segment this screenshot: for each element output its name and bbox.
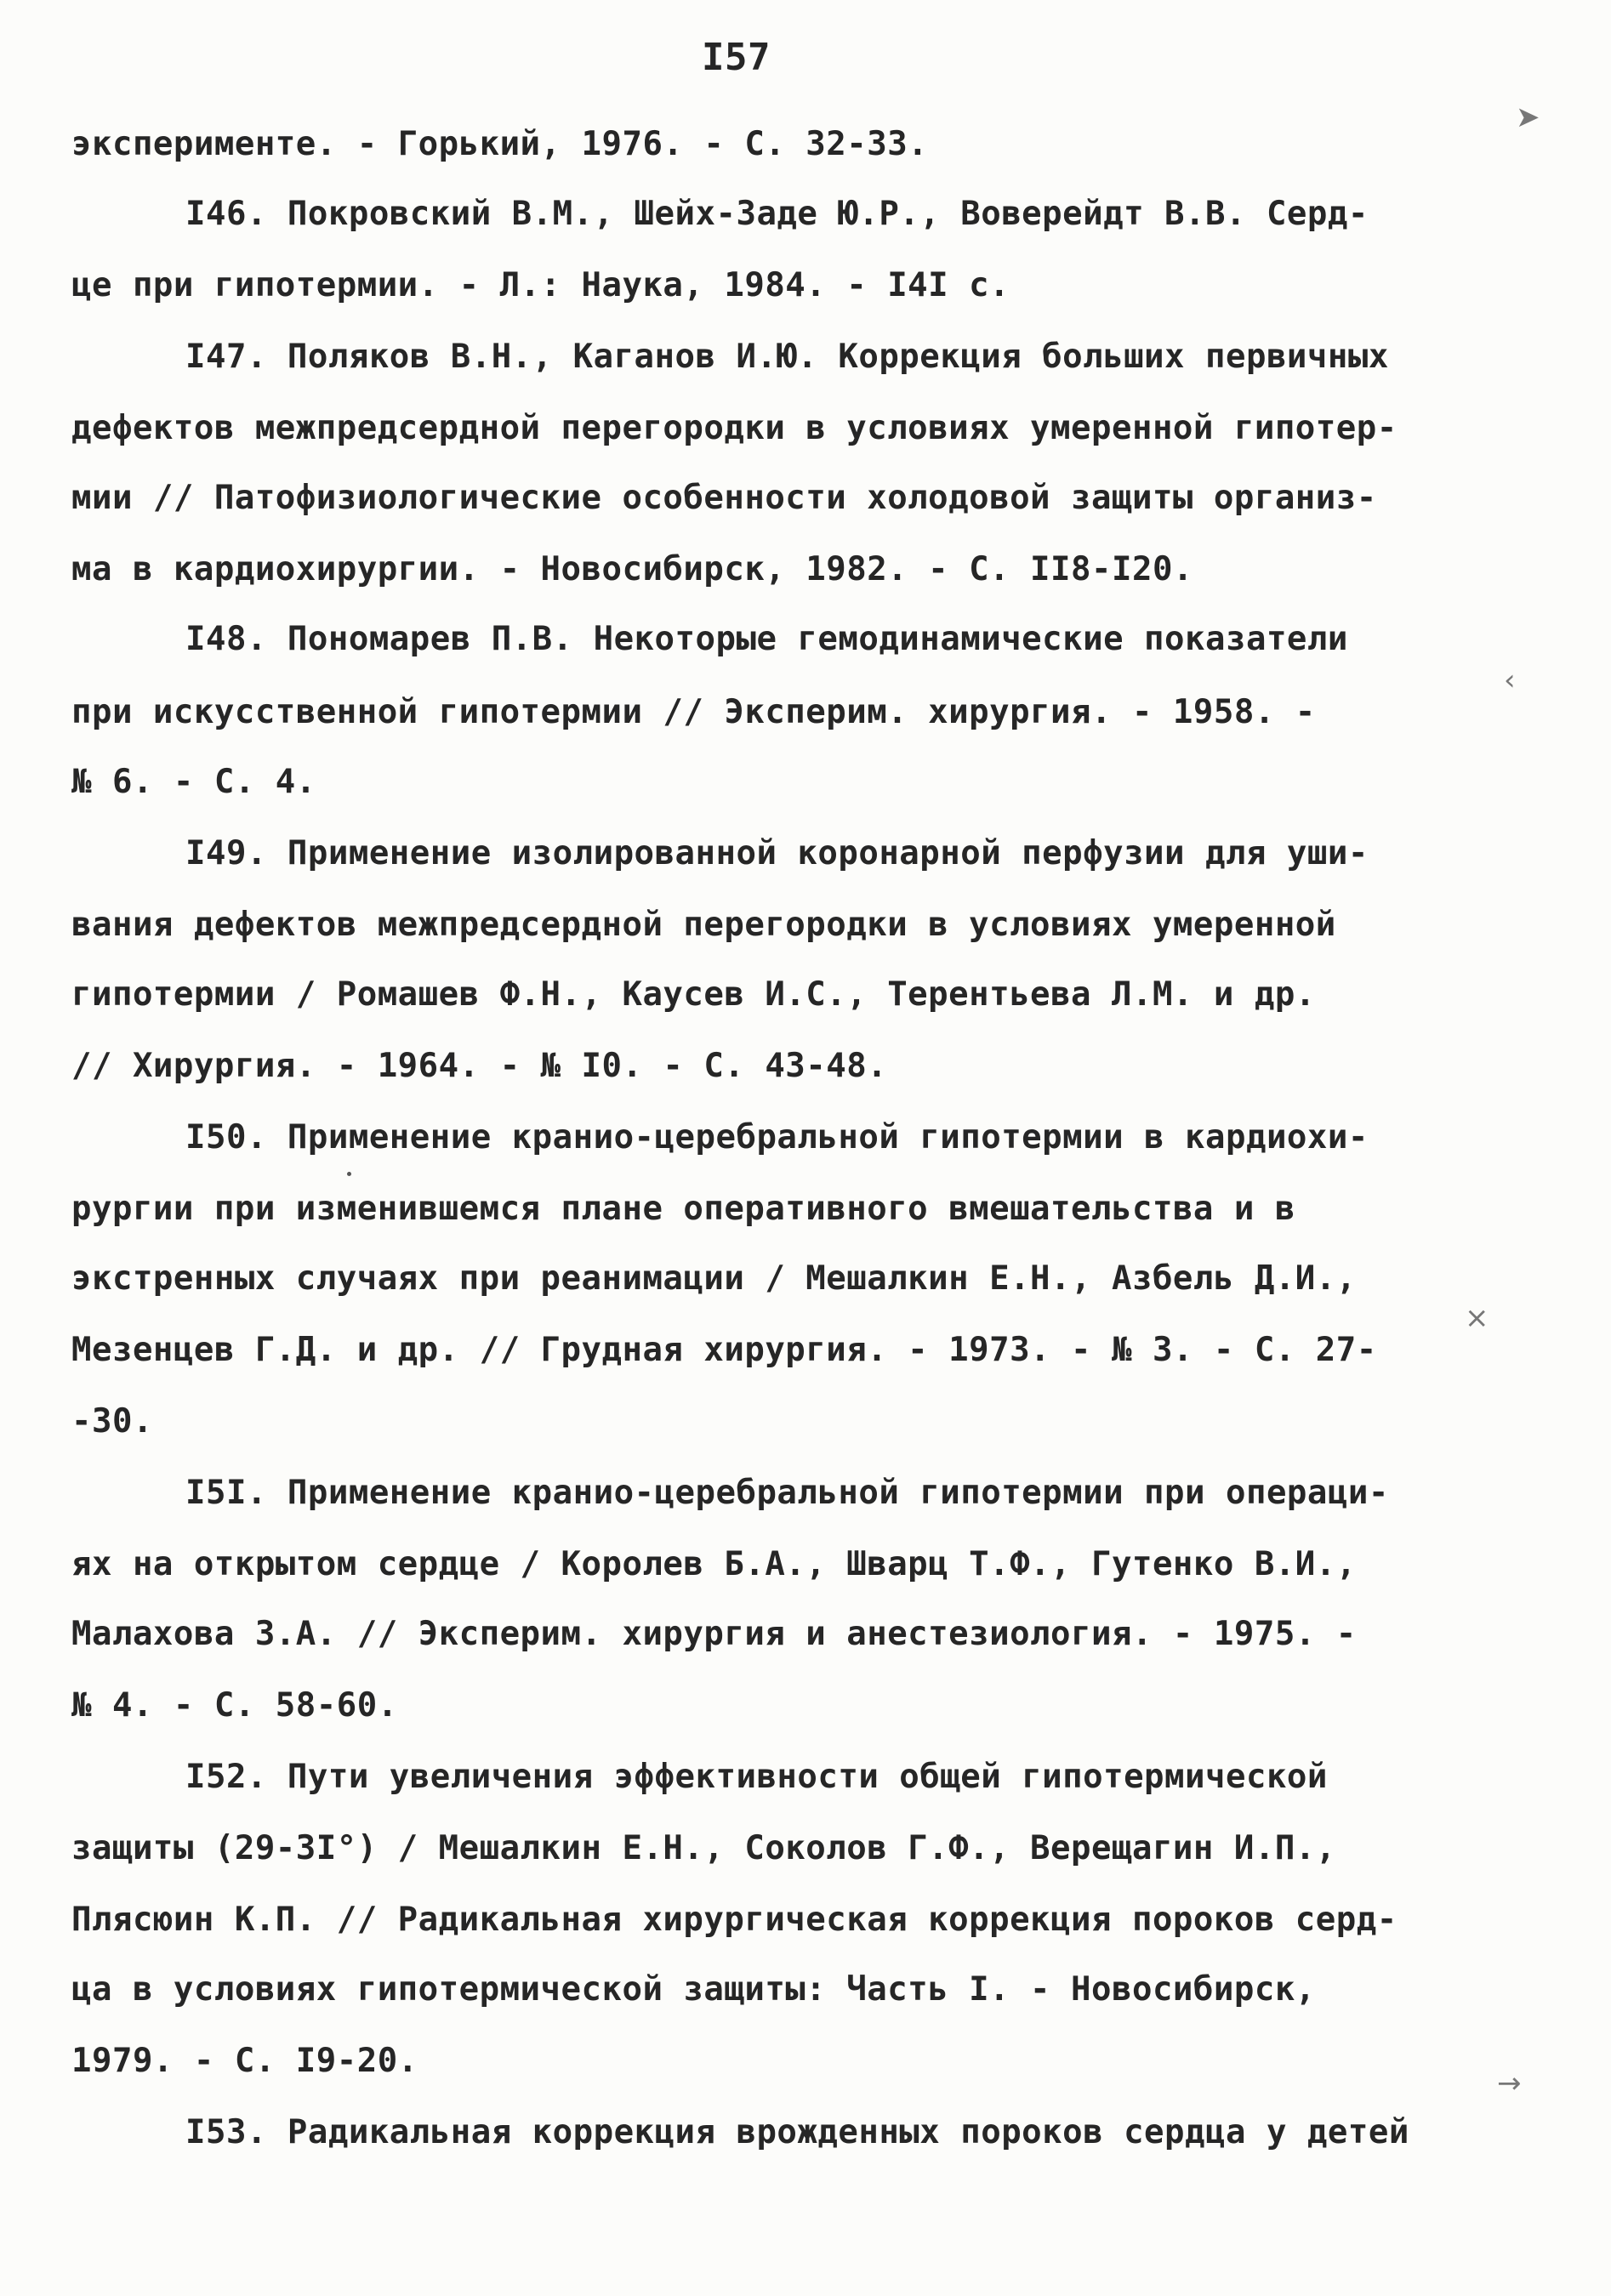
margin-mark-icon: ➤ bbox=[1516, 100, 1540, 134]
reference-line: при искусственной гипотермии // Эксперим. хирургия. - 1958. - bbox=[71, 693, 1316, 731]
reference-line: Плясюин К.П. // Радикальная хирургическая коррекция пороков серд- bbox=[71, 1901, 1398, 1939]
reference-line: ца в условиях гипотермической защиты: Часть I. - Новосибирск, bbox=[71, 1970, 1316, 2009]
reference-line: Мезенцев Г.Д. и др. // Грудная хирургия. - 1973. - № 3. - С. 27- bbox=[71, 1331, 1377, 1369]
reference-line: -30. bbox=[71, 1402, 153, 1441]
reference-line: Малахова З.А. // Эксперим. хирургия и анестезиология. - 1975. - bbox=[71, 1615, 1357, 1653]
reference-line: мии // Патофизиологические особенности холодовой защиты организ- bbox=[71, 479, 1377, 517]
reference-line: вания дефектов межпредсердной перегородки в условиях умеренной bbox=[71, 906, 1336, 944]
reference-line: I49. Применение изолированной коронарной перфузии для уши- bbox=[185, 834, 1369, 872]
reference-line: № 6. - С. 4. bbox=[71, 763, 316, 801]
reference-line: I53. Радикальная коррекция врожденных пороков сердца у детей bbox=[185, 2113, 1409, 2151]
margin-mark-icon: → bbox=[1497, 2066, 1522, 2100]
reference-line: ма в кардиохирургии. - Новосибирск, 1982. - С. II8-I20. bbox=[71, 550, 1193, 588]
reference-line: гипотермии / Ромашев Ф.Н., Каусев И.С., Терентьева Л.М. и др. bbox=[71, 975, 1316, 1014]
page-number: I57 bbox=[702, 36, 771, 79]
reference-line: рургии при изменившемся плане оперативного вмешательства и в bbox=[71, 1190, 1295, 1228]
reference-line: це при гипотермии. - Л.: Наука, 1984. - I4I с. bbox=[71, 266, 1010, 304]
reference-line: 1979. - С. I9-20. bbox=[71, 2042, 418, 2080]
reference-line: I47. Поляков В.Н., Каганов И.Ю. Коррекция больших первичных bbox=[185, 338, 1389, 376]
reference-line: // Хирургия. - 1964. - № I0. - С. 43-48. bbox=[71, 1047, 888, 1085]
margin-mark-icon: ⨯ bbox=[1465, 1301, 1489, 1335]
reference-line: I46. Покровский В.М., Шейх-Заде Ю.Р., Воверейдт В.В. Серд- bbox=[185, 195, 1369, 233]
reference-line: I52. Пути увеличения эффективности общей гипотермической bbox=[185, 1758, 1328, 1796]
reference-line: эксперименте. - Горький, 1976. - С. 32-33. bbox=[71, 125, 929, 163]
reference-line: I48. Пономарев П.В. Некоторые гемодинамические показатели bbox=[185, 620, 1348, 658]
reference-line: экстренных случаях при реанимации / Мешалкин Е.Н., Азбель Д.И., bbox=[71, 1259, 1357, 1298]
reference-line: I50. Применение кранио-церебральной гипотермии в кардиохи- bbox=[185, 1118, 1369, 1157]
reference-line: I5I. Применение кранио-церебральной гипотермии при операци- bbox=[185, 1474, 1389, 1512]
reference-line: ях на открытом сердце / Королев Б.А., Шварц Т.Ф., Гутенко В.И., bbox=[71, 1545, 1357, 1583]
scan-speck bbox=[347, 1172, 351, 1176]
reference-line: дефектов межпредсердной перегородки в условиях умеренной гипотер- bbox=[71, 409, 1398, 447]
reference-line: № 4. - С. 58-60. bbox=[71, 1686, 398, 1725]
reference-line: защиты (29-3I°) / Мешалкин Е.Н., Соколов Г.Ф., Верещагин И.П., bbox=[71, 1829, 1336, 1867]
margin-mark-icon: ‹ bbox=[1504, 663, 1517, 697]
